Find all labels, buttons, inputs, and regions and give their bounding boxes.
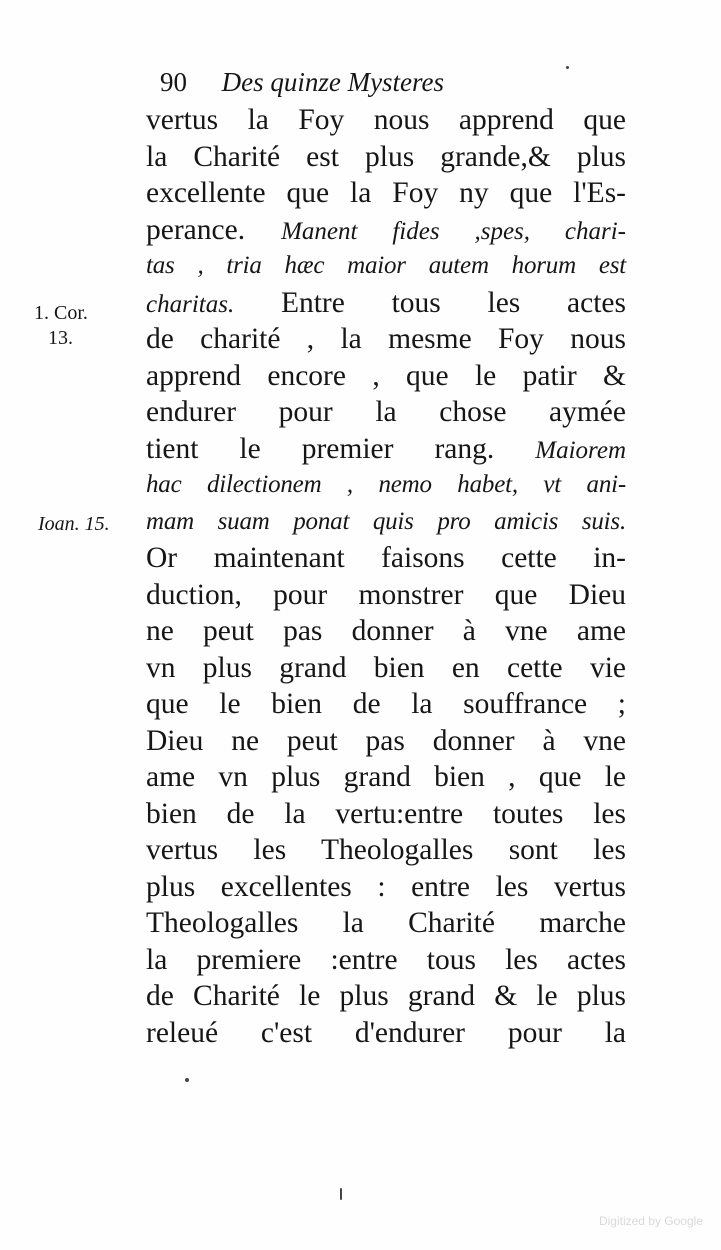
text-line xyxy=(146,212,626,249)
latin-quote: Manent fides ,spes, chari- xyxy=(281,217,626,245)
text-line: endurer pour la chose aymée xyxy=(146,396,626,428)
text-line: plus excellentes : entre les vertus xyxy=(146,870,626,903)
ink-speck xyxy=(185,1078,189,1082)
latin-line: hac dilectionem , nemo habet, vt ani- xyxy=(146,471,626,498)
text-line: vn plus grand bien en cette vie xyxy=(146,651,626,684)
line-segment: perance. xyxy=(146,213,246,246)
line-segment: tient le premier rang. xyxy=(146,432,495,465)
text-line: de Charité le plus grand & le plus xyxy=(146,980,626,1012)
latin-line: mam suam ponat quis pro amicis suis. xyxy=(146,507,626,535)
text-line: Theologalles la Charité marche xyxy=(146,907,626,939)
text-line: Dieu ne peut pas donner à vne xyxy=(146,724,626,757)
text-line xyxy=(146,431,626,468)
text-line xyxy=(146,285,626,322)
page-number: 90 xyxy=(160,67,187,97)
latin-quote: charitas. xyxy=(146,290,235,318)
text-line: Or maintenant faisons cette in- xyxy=(146,542,626,574)
text-line: duction, pour monstrer que Dieu xyxy=(146,578,626,611)
text-line: apprend encore , que le patir & xyxy=(146,359,626,392)
text-line: que le bien de la souffrance ; xyxy=(146,688,626,720)
latin-quote: Maiorem xyxy=(535,436,627,464)
text-line: ame vn plus grand bien , que le xyxy=(146,761,626,793)
text-line: excellente que la Foy ny que l'Es- xyxy=(146,177,626,209)
line-segment: Entre tous les actes xyxy=(280,286,626,319)
body-text xyxy=(146,102,626,1051)
text-line: releué c'est d'endurer pour la xyxy=(146,1016,626,1049)
text-line: bien de la vertu:entre toutes les xyxy=(146,797,626,830)
text-line: de charité , la mesme Foy nous xyxy=(146,323,626,355)
margin-note-1-cor: 1. Cor. xyxy=(34,302,88,324)
ink-speck xyxy=(340,1188,342,1200)
margin-note-ioan: Ioan. 15. xyxy=(38,513,110,535)
text-line: vertus la Foy nous apprend que xyxy=(146,104,626,136)
page-header xyxy=(160,62,580,102)
ink-speck xyxy=(566,66,569,69)
latin-line: tas , tria hæc maior autem horum est xyxy=(146,252,626,279)
running-head: Des quinze Mysteres xyxy=(221,67,445,97)
text-line: la Charité est plus grande,& plus xyxy=(146,140,626,173)
text-line: ne peut pas donner à vne ame xyxy=(146,615,626,647)
text-line: la premiere :entre tous les actes xyxy=(146,943,626,976)
digitization-watermark: Digitized by Google xyxy=(598,1214,703,1228)
text-line: vertus les Theologalles sont les xyxy=(146,834,626,866)
margin-note-13: 13. xyxy=(48,327,73,349)
